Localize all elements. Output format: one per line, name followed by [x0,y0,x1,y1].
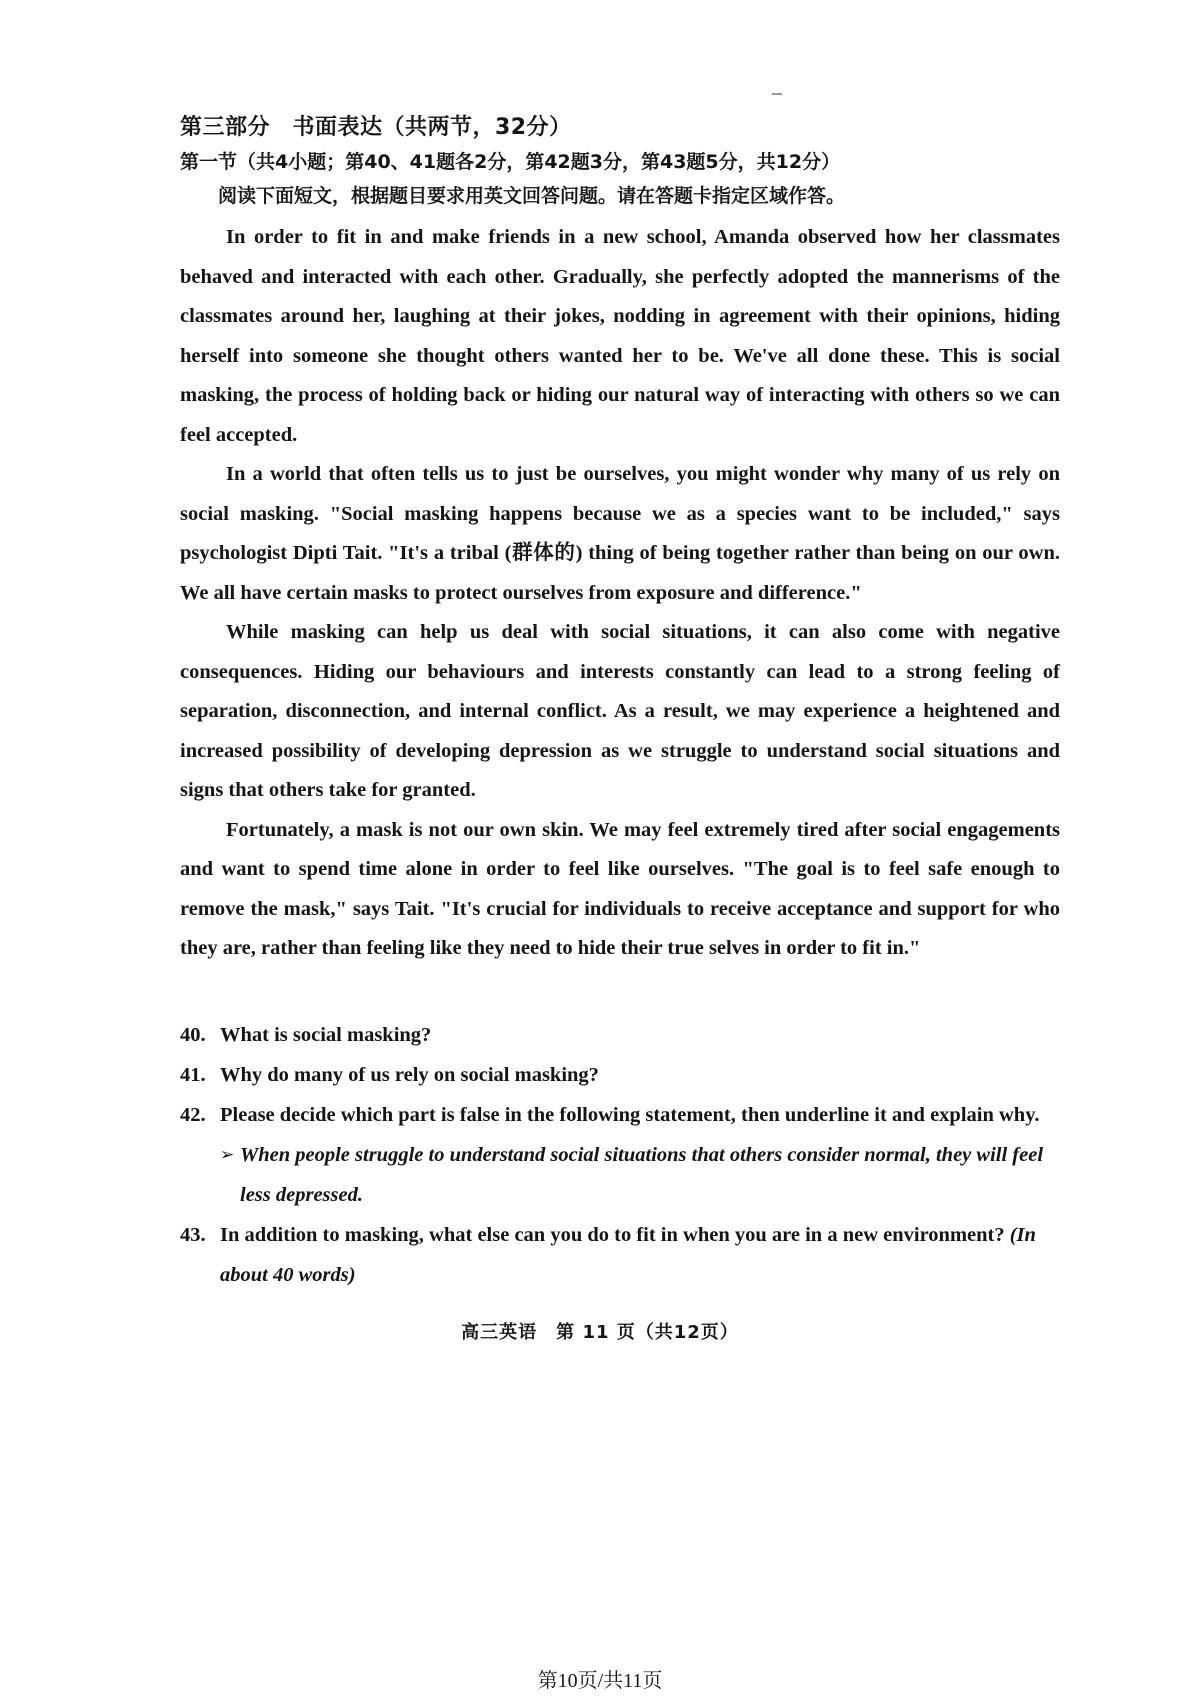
question-number: 42. [180,1103,206,1126]
question-42 [180,1095,1060,1135]
question-number: 41. [180,1063,206,1086]
scan-speck [772,93,782,95]
statement-text: When people struggle to understand social situations that others consider normal, they will feel less depressed. [240,1143,1044,1206]
reading-passage [180,218,1060,969]
arrow-bullet-icon: ➢ [220,1144,235,1165]
page-content [180,112,1060,1295]
question-42-statement [220,1135,1060,1215]
question-number: 43. [180,1223,206,1246]
question-list [180,1015,1060,1295]
question-text-wrapper [220,1215,1060,1295]
question-text: What is social masking? [220,1023,432,1046]
passage-paragraph-1: In order to fit in and make friends in a new school, Amanda observed how her classmates behaved and interacted with each other. Gradually, she perfectly adopted the mannerisms of the classmates around her, laughing at their jokes, nodding in agreement with their opinions, hiding herself into someone she thought others wanted her to be. We've all done these. This is social masking, the process of holding back or hiding our natural way of interacting with others so we can feel accepted. [180,226,1060,446]
passage-paragraph-4: Fortunately, a mask is not our own skin. We may feel extremely tired after social engagements and want to spend time alone in order to feel like ourselves. "The goal is to feel safe enough to remove the mask," says Tait. "It's crucial for individuals to receive acceptance and support for who they are, rather than feeling like they need to hide their true selves in order to fit in." [180,818,1060,959]
section-title: 第一节（共4小题；第40、41题各2分，第42题3分，第43题5分，共12分） [180,151,841,173]
question-43 [180,1215,1060,1295]
question-40 [180,1015,1060,1055]
question-text: In addition to masking, what else can you do to fit in when you are in a new environment? [220,1223,1005,1246]
part-title: 第三部分 书面表达（共两节，32分） [180,115,572,140]
passage-paragraph-3: While masking can help us deal with social situations, it can also come with negative consequences. Hiding our behaviours and interests constantly can lead to a strong feeling of separation, disconnection, and internal conflict. As a result, we may experience a heightened and increased possibility of developing depression as we struggle to understand social situations and signs that others take for granted. [180,621,1060,801]
question-text: Please decide which part is false in the following statement, then underline it and explain why. [220,1103,1040,1126]
word-limit-note: (In about 40 words) [220,1223,1036,1286]
passage-paragraph-2: In a world that often tells us to just be ourselves, you might wonder why many of us rely on social masking. "Social masking happens because we as a species want to be included," says psychologist Dipti Tait. "It's a tribal (群体的) thing of being together rather than being on our own. We all have certain masks to protect ourselves from exposure and difference." [180,463,1060,604]
instruction-text: 阅读下面短文，根据题目要求用英文回答问题。请在答题卡指定区域作答。 [218,185,846,207]
exam-page-footer: 高三英语 第 11 页（共12页） [461,1322,739,1343]
question-number: 40. [180,1023,206,1046]
question-41 [180,1055,1060,1095]
question-text: Why do many of us rely on social masking? [220,1063,599,1086]
page-indicator: 第10页/共11页 [537,1670,663,1692]
